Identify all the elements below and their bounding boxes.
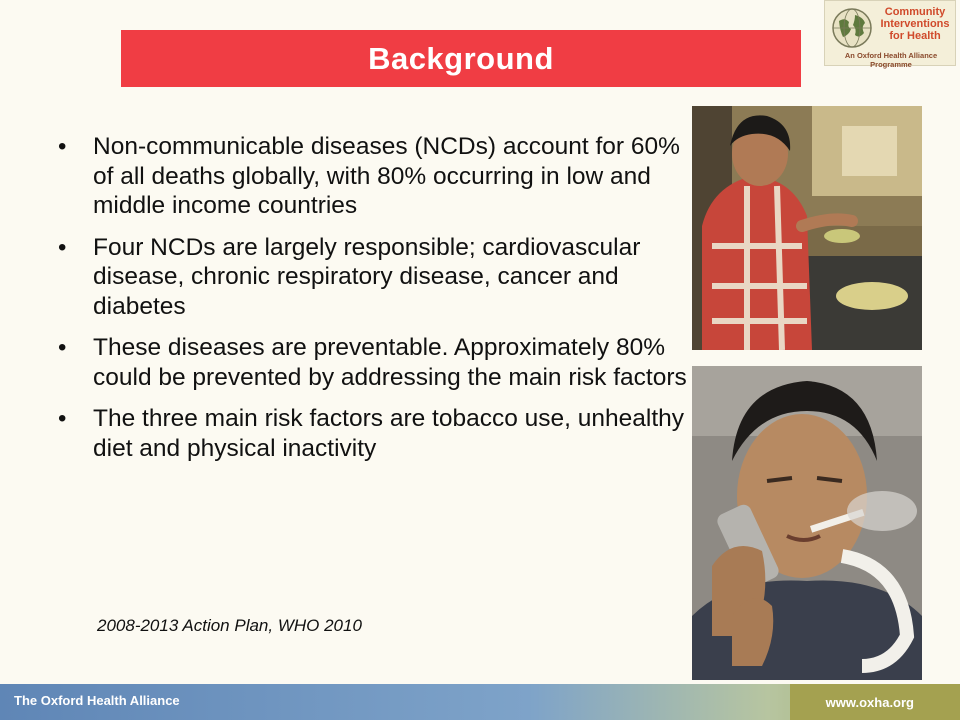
bullet-glyph: •	[58, 233, 67, 261]
bullet-glyph: •	[58, 334, 67, 361]
photo-man-smoking	[692, 366, 922, 680]
photo-woman-cooking	[692, 106, 922, 350]
logo-line-2: Interventions	[880, 18, 950, 30]
bullet-text: Non-communicable diseases (NCDs) account for 60% of all deaths globally, with 80% occurring in low and middle income countries	[93, 133, 680, 219]
slide-title: Background	[368, 40, 554, 76]
bullet-text: These diseases are preventable. Approximately 80% could be prevented by addressing the main risk factors	[93, 334, 687, 391]
bullet-item	[58, 132, 688, 221]
bullet-text: The three main risk factors are tobacco use, unhealthy diet and physical inactivity	[93, 405, 685, 462]
bullet-item	[58, 333, 688, 392]
bullet-glyph: •	[58, 133, 67, 160]
title-bar	[121, 30, 801, 87]
footer-org-name: The Oxford Health Alliance	[14, 693, 180, 708]
bullet-list	[58, 132, 688, 475]
footer-website-link[interactable]: www.oxha.org	[825, 695, 914, 710]
logo-subtitle: An Oxford Health Alliance Programme	[844, 51, 938, 69]
bullet-item	[58, 233, 688, 322]
globe-icon	[831, 7, 873, 49]
citation: 2008-2013 Action Plan, WHO 2010	[97, 616, 362, 635]
logo	[824, 0, 956, 69]
bullet-text: Four NCDs are largely responsible; cardiovascular disease, chronic respiratory disease, cancer and diabetes	[93, 233, 641, 320]
logo-line-3: for Health	[889, 30, 941, 42]
bullet-glyph: •	[58, 405, 67, 432]
bullet-item	[58, 404, 688, 463]
footer-bar	[0, 684, 960, 720]
logo-line-1: Community	[884, 6, 946, 18]
